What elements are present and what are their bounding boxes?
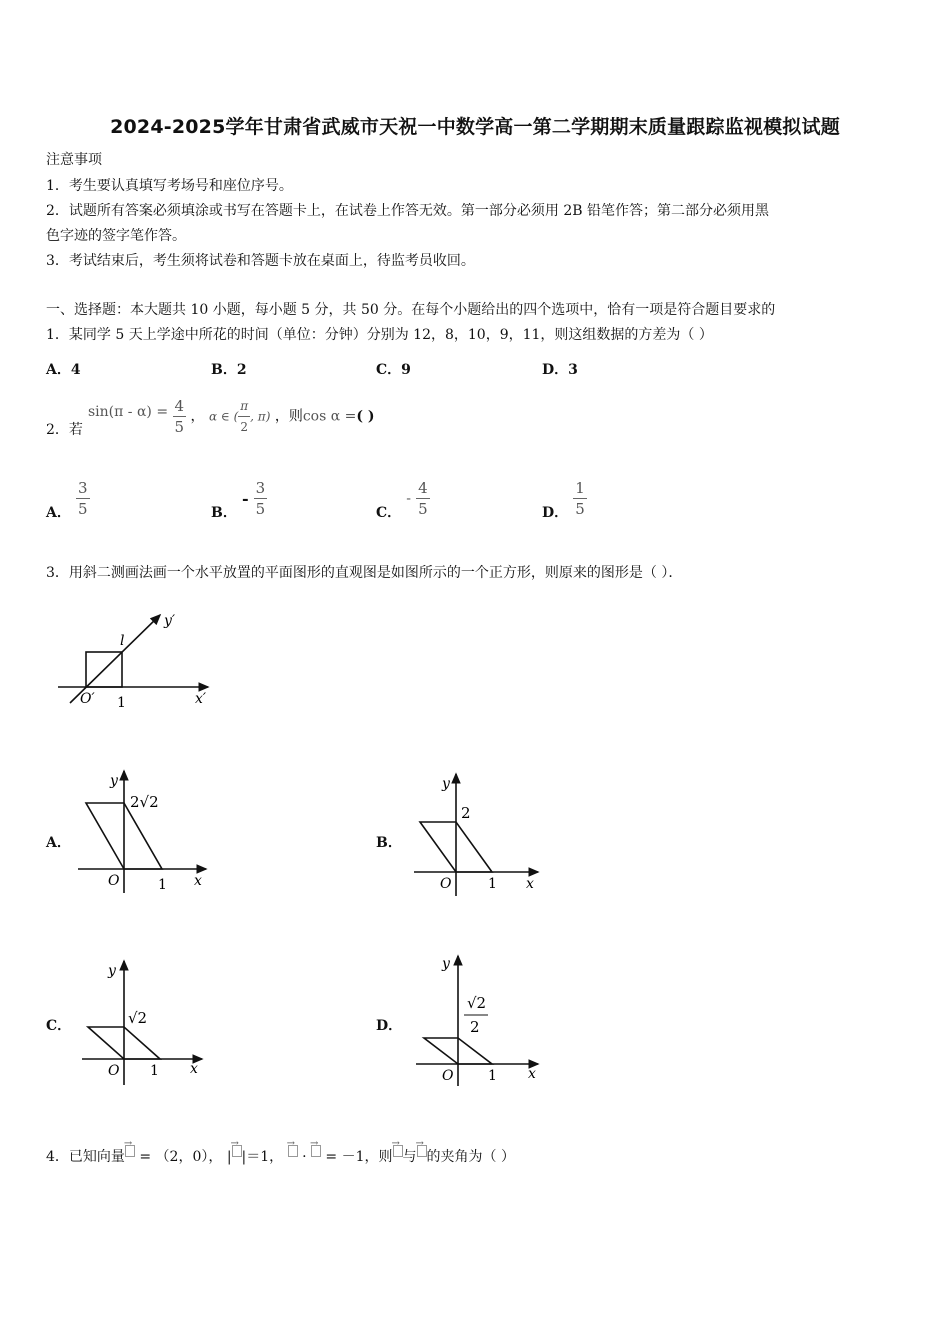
q1-option-c: C．9 [376,362,411,378]
cos-expression: cos α = [302,408,357,425]
svg-text:x: x [526,876,534,892]
q2-option-d: D． $\frac{1}{5}$ [542,479,585,521]
oblique-square-figure [50,605,220,715]
q3-option-c-label: C． [46,1018,72,1034]
svg-text:x: x [190,1061,198,1077]
q2-option-b: B． - $\frac{3}{5}$ [211,479,266,521]
vector-b-icon [417,1145,427,1157]
notice-item: 3．考试结束后，考生须将试卷和答题卡放在桌面上，待监考员收回。 [46,253,475,269]
q3-option-c-figure [78,955,218,1090]
vector-b-icon [311,1145,321,1157]
q3-option-b-label: B． [376,835,402,851]
sin-expression: sin(π - α) = [88,404,169,420]
q1-option-b: B．2 [211,362,247,378]
q3-option-b-figure [410,768,550,903]
svg-text:O: O [108,873,120,889]
y-prime-label: y′ [164,613,176,629]
alpha-range-tail: , π) [250,409,271,424]
svg-text:1: 1 [488,876,497,892]
svg-text:O: O [442,1068,454,1084]
notice-heading: 注意事项 [46,152,102,168]
question-2-expression [88,396,375,437]
svg-text:O: O [440,876,452,892]
svg-text:y: y [442,956,450,972]
q2-option-c: C． - $\frac{4}{5}$ [376,479,428,521]
notice-item: 色字迹的签字笔作答。 [46,228,186,244]
question-1-stem: 1．某同学 5 天上学途中所花的时间（单位：分钟）分别为 12，8，10，9，11，则这组数据的方差为（ ） [46,327,713,343]
then-text: ，则 [274,408,303,425]
vector-b-icon [232,1145,242,1157]
l-label: l [120,633,125,649]
svg-text:y: y [442,776,450,792]
notice-item: 2．试题所有答案必须填涂或书写在答题卡上，在试卷上作答无效。第一部分必须用 2B 铅笔作答；第二部分必须用黑 [46,203,769,219]
svg-text:√2: √2 [128,1009,148,1027]
svg-text:2: 2 [470,1018,480,1036]
vector-a-icon [393,1145,403,1157]
fraction-pi-2: $\frac{\pi}{2}$ [238,396,250,437]
svg-text:1: 1 [158,877,167,893]
svg-text:1: 1 [488,1068,497,1084]
page-title: 2024-2025学年甘肃省武威市天祝一中数学高一第二学期期末质量跟踪监视模拟试题 [110,116,840,138]
x-prime-label: x′ [195,691,207,707]
svg-text:x: x [194,873,202,889]
origin-prime-label: O′ [80,691,95,707]
section-heading: 一、选择题：本大题共 10 小题，每小题 5 分，共 50 分。在每个小题给出的四个选项中，恰有一项是符合题目要求的 [46,302,776,318]
svg-text:1: 1 [150,1063,159,1079]
fraction-4-5: $\frac{4}{5}$ [174,397,185,436]
notice-item: 1．考生要认真填写考场号和座位序号。 [46,178,293,194]
answer-paren: ( ) [356,408,375,425]
svg-text:√2: √2 [467,994,487,1012]
svg-text:O: O [108,1063,120,1079]
unit-label: 1 [117,695,126,711]
q2-option-a: A． $\frac{3}{5}$ [46,479,88,521]
q3-option-a-label: A． [46,835,71,851]
q3-option-d-figure [410,950,550,1090]
q1-option-a: A．4 [46,362,81,378]
question-2-number: 2．若 [46,422,83,438]
question-3-stem: 3．用斜二测画法画一个水平放置的平面图形的直观图是如图所示的一个正方形，则原来的图形是（ ）． [46,565,683,581]
q3-option-d-label: D． [376,1018,403,1034]
question-4-stem: 4．已知向量→ = （2，0）， |→ |＝1， → · → = －1，则→ 与→ 的夹角为（ ） [46,1147,515,1167]
vector-a-icon [288,1145,298,1157]
svg-text:x: x [528,1066,536,1082]
svg-text:2√2: 2√2 [130,793,159,811]
svg-text:y: y [108,963,116,979]
comma: ， [190,408,205,425]
q1-option-d: D．3 [542,362,578,378]
alpha-range: α ∈ ( [208,409,239,424]
svg-text:y: y [110,773,118,789]
q3-option-a-figure [78,765,218,900]
vector-a-icon [125,1145,135,1157]
svg-text:2: 2 [461,804,471,822]
